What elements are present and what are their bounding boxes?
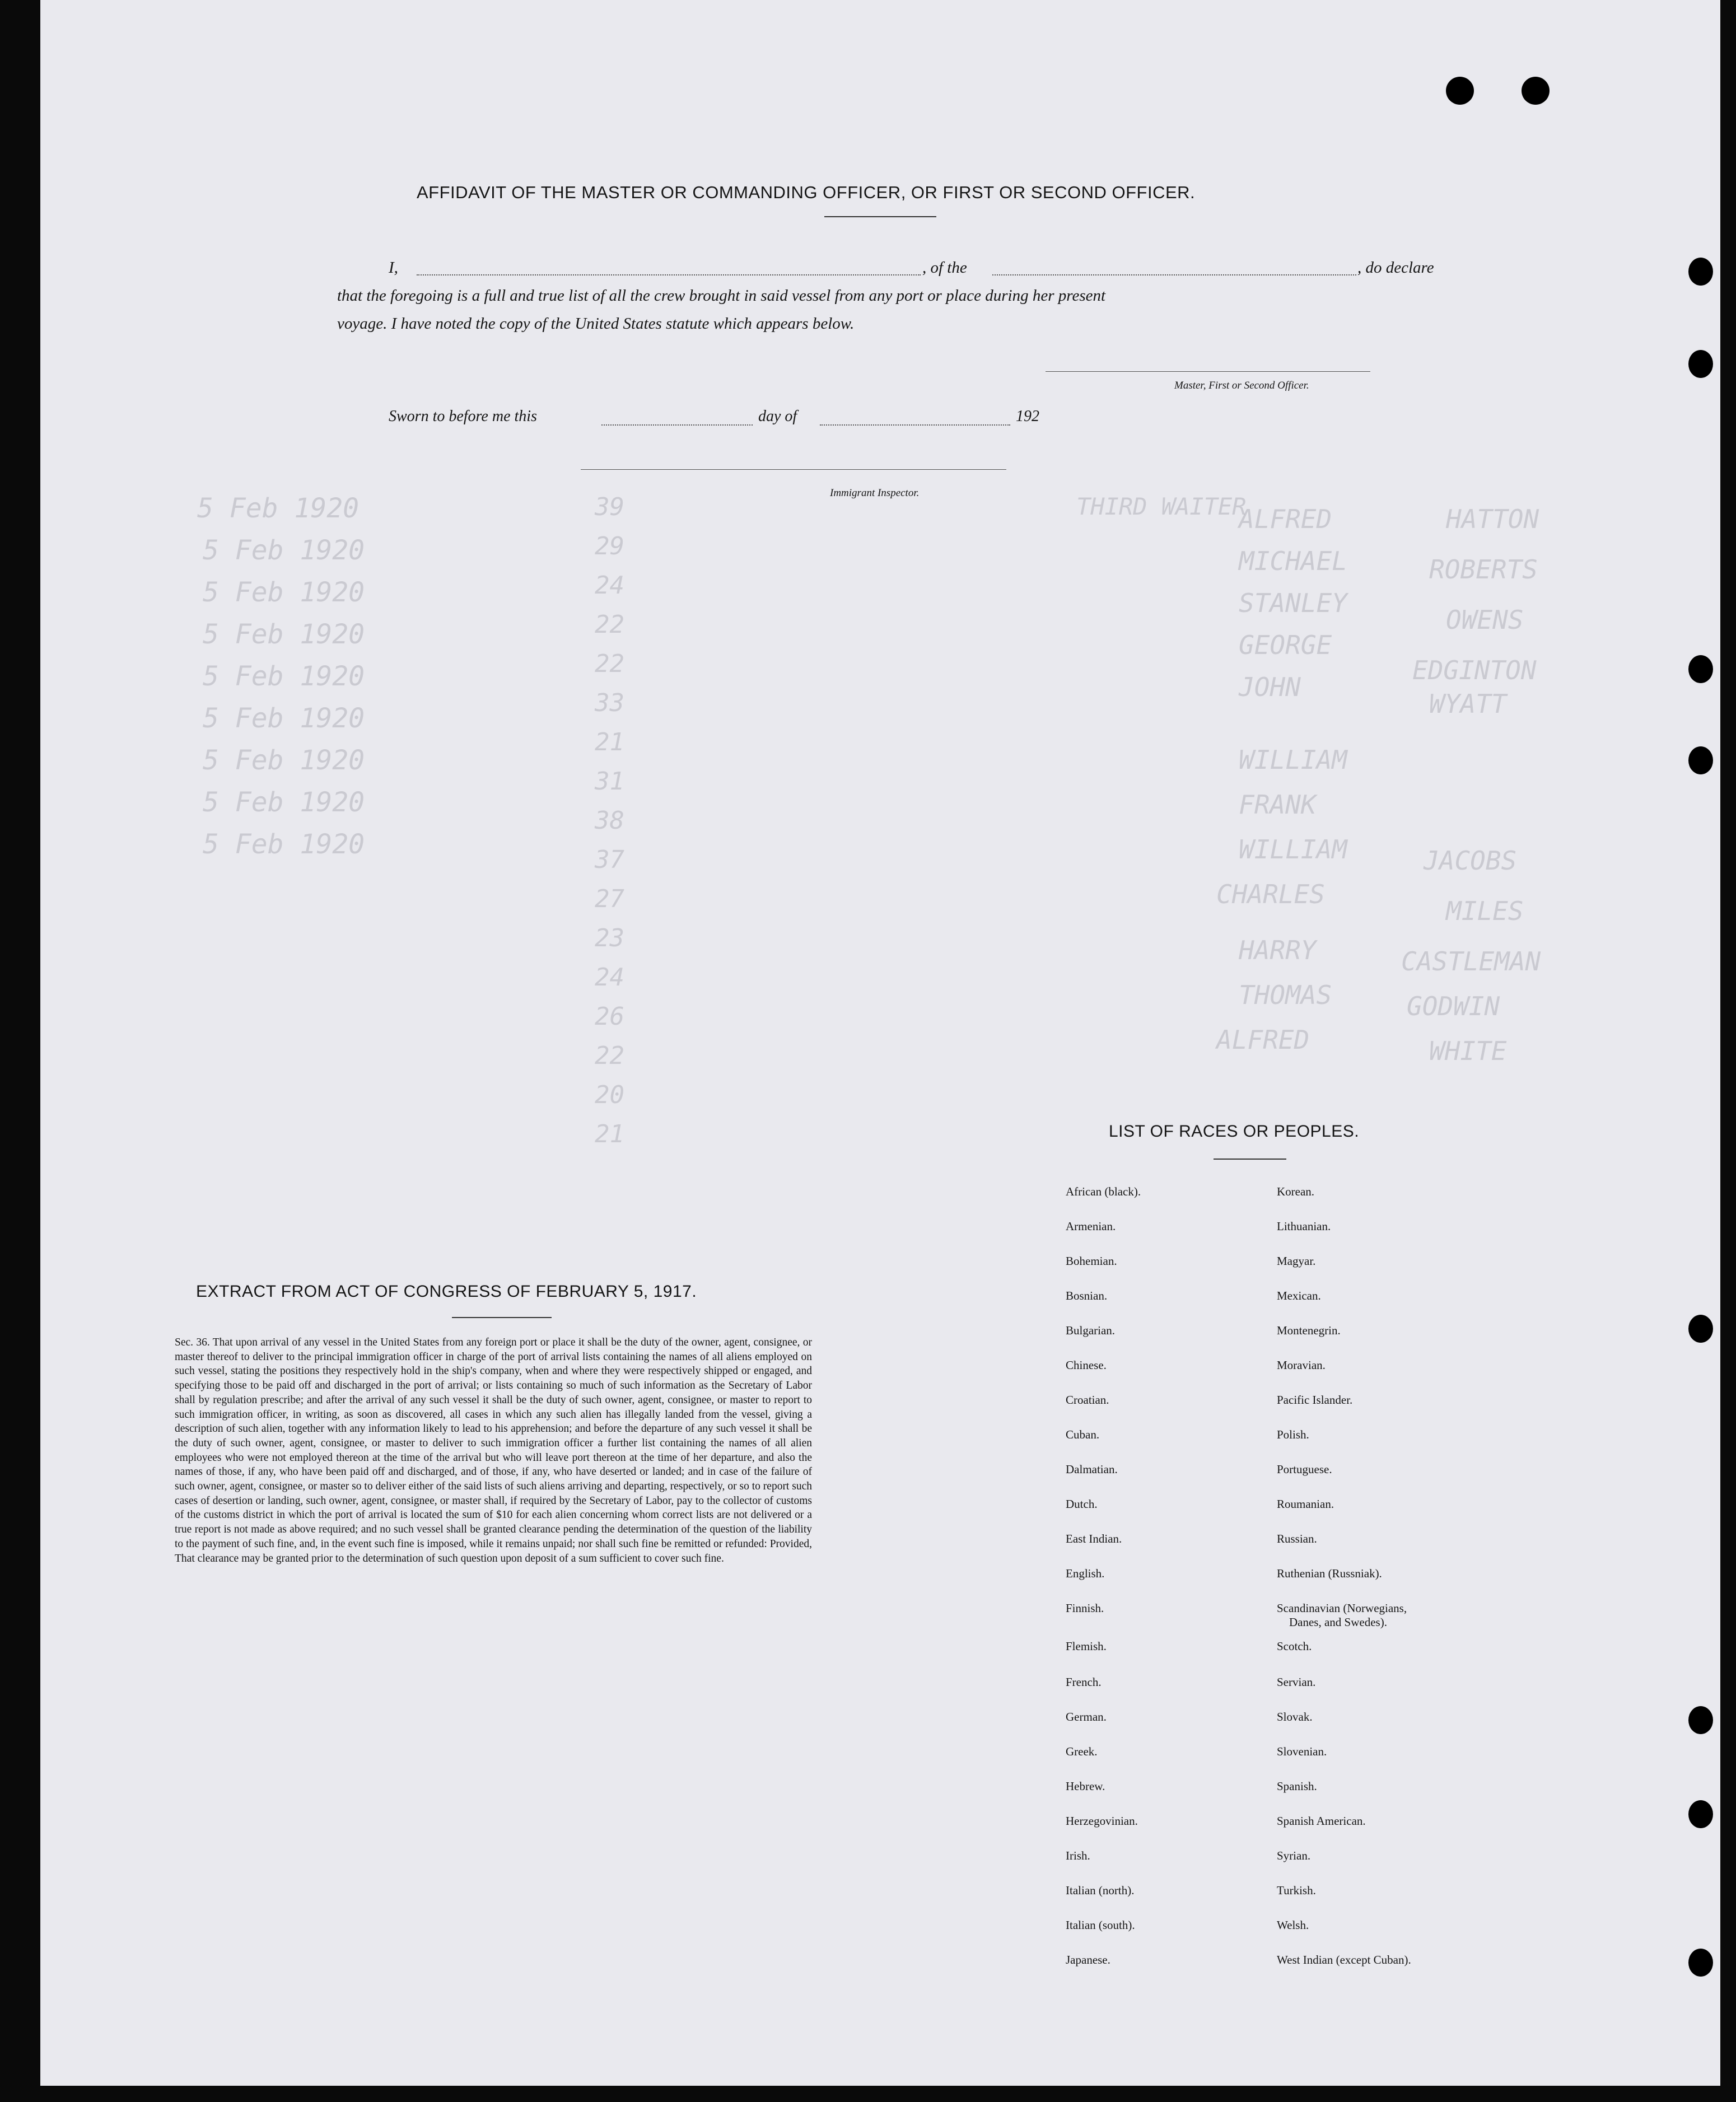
race-entry: Polish. [1277, 1428, 1309, 1441]
race-entry: Russian. [1277, 1532, 1317, 1545]
race-entry: Dutch. [1066, 1497, 1098, 1511]
race-entry: Welsh. [1277, 1918, 1309, 1932]
declaration-line-3: voyage. I have noted the copy of the United States statute which appears below. [337, 315, 855, 333]
race-entry: Portuguese. [1277, 1463, 1332, 1476]
race-entry: Korean. [1277, 1185, 1315, 1198]
race-entry: Roumanian. [1277, 1497, 1334, 1511]
race-entry: Italian (north). [1066, 1884, 1135, 1897]
punch-hole [1688, 1315, 1713, 1343]
race-entry: Hebrew. [1066, 1779, 1105, 1793]
race-entry: Turkish. [1277, 1884, 1316, 1897]
race-entry: Spanish. [1277, 1779, 1317, 1793]
races-title: LIST OF RACES OR PEOPLES. [1109, 1122, 1360, 1141]
race-entry: Greek. [1066, 1745, 1098, 1758]
bleed-through-rating: THIRD WAITER [1076, 493, 1247, 520]
sworn-text: Sworn to before me this [389, 408, 537, 425]
race-entry: Italian (south). [1066, 1918, 1135, 1932]
punch-hole [1688, 350, 1713, 378]
vessel-name-field[interactable] [992, 274, 1356, 275]
year-prefix-text: 192 [1016, 408, 1039, 425]
race-entry-line: Scandinavian (Norwegians, [1277, 1601, 1407, 1615]
race-entry: Ruthenian (Russniak). [1277, 1567, 1382, 1580]
race-entry: Irish. [1066, 1849, 1090, 1862]
race-entry: Dalmatian. [1066, 1463, 1118, 1476]
declarant-prefix: I, [389, 259, 398, 277]
punch-hole [1688, 1706, 1713, 1734]
affidavit-title-rule [824, 216, 936, 217]
race-entry: English. [1066, 1567, 1105, 1580]
race-entry: Japanese. [1066, 1953, 1110, 1966]
race-entry: Finnish. [1066, 1601, 1104, 1615]
master-signature-label: Master, First or Second Officer. [1174, 380, 1309, 391]
master-signature-line[interactable] [1046, 371, 1370, 372]
punch-hole [1688, 1949, 1713, 1977]
race-entry: Herzegovinian. [1066, 1814, 1138, 1828]
race-entry: Cuban. [1066, 1428, 1100, 1441]
race-entry: Slovenian. [1277, 1745, 1327, 1758]
race-entry: Bosnian. [1066, 1289, 1108, 1302]
race-entry: Chinese. [1066, 1358, 1107, 1372]
race-entry [1277, 1601, 1407, 1629]
race-entry: East Indian. [1066, 1532, 1122, 1545]
race-entry-continuation: Danes, and Swedes). [1289, 1615, 1387, 1629]
punch-hole [1688, 746, 1713, 774]
sworn-day-field[interactable] [601, 424, 753, 426]
punch-hole [1688, 258, 1713, 286]
race-entry: Scotch. [1277, 1639, 1312, 1653]
race-entry: African (black). [1066, 1185, 1141, 1198]
act-title: EXTRACT FROM ACT OF CONGRESS OF FEBRUARY 5, 1917. [196, 1282, 697, 1301]
race-entry: Lithuanian. [1277, 1220, 1331, 1233]
race-entry: West Indian (except Cuban). [1277, 1953, 1411, 1966]
race-entry: Spanish American. [1277, 1814, 1366, 1828]
race-entry: Armenian. [1066, 1220, 1116, 1233]
race-entry: Flemish. [1066, 1639, 1107, 1653]
sworn-month-field[interactable] [820, 424, 1010, 426]
document-page: 5 Feb 1920 5 Feb 1920 5 Feb 1920 5 Feb 1920 5 Feb 1920 5 Feb 1920 5 Feb 1920 5 Feb 1920 5 Feb 1920 39 29 24 22 22 33 21 31 38 37 27 23 24 26 22 20 21 THIRD WAITER ALFRED MICHAEL STANLEY GEORGE JOHN WILLIAM FRANK WILLIAM CHARLES HARRY THOMAS ALFRED HATTON ROBERTS OWENS EDGINTON WYATT JACOBS MILES CASTLEMAN GODWIN WHITE AFFIDAVIT OF THE MASTER OR COMMANDING OFFICER, OR FIRST OR SECOND OFFICER. I, , of the , do declare that the foregoing is a full and true list of all the crew brought in said vessel from any port or place during her present voyage. I have noted the copy of the United States statute which appears below. Master, First or Second Officer. Sworn to before me this day of 192 Immigrant Inspector. EXTRACT FROM ACT OF CONGRESS OF FEBRUARY 5, 1917. Sec. 36. That upon arrival of any vessel in the United States from any foreign port or place it shall be the duty of the owner, agent, consignee, or master thereof to deliver to the principal immigration officer in charge of the port of arrival lists containing the names of all aliens employed on such vessel, stating the positions they respectively hold in the ship's company, when and where they were respectively shipped or engaged, and specifying those to be paid off and discharged in the port of arrival; or lists containing so much of such information as the Secretary of Labor shall by regulation prescribe; and after the arrival of any such vessel it shall be the duty of such owner, agent, consignee, or master to report to such immigration officer, in writing, as soon as discovered, all cases in which any such alien has illegally landed from the vessel, giving a description of such alien, together with any information likely to lead to his apprehension; and before the departure of any such vessel it shall be the duty of such owner, agent, consignee, or master to deliver to such immigration officer a further list containing the names of all alien employees who were not employed thereon at the time of the arrival but who will leave port thereon at the time of her departure, and also the names of those, if any, who have been paid off and discharged, and of those, if any, who have deserted or landed; and in case of the failure of such owner, agent, consignee, or master so to deliver either of the said lists of such aliens arriving and departing, respectively, or so to report such cases of desertion or landing, such owner, agent, consignee, or master shall, if required by the Secretary of Labor, pay to the collector of customs of the customs district in which the port of arrival is located the sum of $10 for each alien concerning whom correct lists are not delivered or a true report is not made as above required; and no such vessel shall be granted clearance pending the determination of the question of the liability to the payment of such fine, and, in the event such fine is imposed, while it remains unpaid; nor shall such fine be remitted or refunded: Provided, That clearance may be granted prior to the determination of such question upon deposit of a sum sufficient to cover such fine. LIST OF RACES OR PEOPLES. African (black). Armenian. Bohemian. Bosnian. Bulgarian. Chinese. Croatian. Cuban. Dalmatian. Dutch. East Indian. English. Finnish. Flemish. French. German. Greek. Hebrew. Herzegovinian. Irish. Italian (north). Italian (south). Japanese. Korean. Lithuanian. Magyar. Mexican. Montenegrin. Moravian. Pacific Islander. Polish. Portuguese. Roumanian. Russian. Ruthenian (Russniak). Scandinavian (Norwegians, Danes, and Swedes). Scotch. Servian. Slovak. Slovenian. Spanish. Spanish American. Syrian. Turkish. Welsh. West Indian (except Cuban). [40, 0, 1720, 2086]
race-entry: Syrian. [1277, 1849, 1311, 1862]
punch-hole [1522, 77, 1550, 105]
punch-hole [1446, 77, 1474, 105]
race-entry: Magyar. [1277, 1254, 1316, 1268]
day-of-text: day of [758, 408, 797, 425]
act-title-rule [452, 1317, 552, 1318]
race-entry: Moravian. [1277, 1358, 1326, 1372]
declaration-line-2: that the foregoing is a full and true list of all the crew brought in said vessel from any port or place during her present [337, 287, 1106, 305]
races-title-rule [1214, 1159, 1286, 1160]
act-section-36-text: Sec. 36. That upon arrival of any vessel in the United States from any foreign port or place it shall be the duty of the owner, agent, consignee, or master thereof to deliver to the principal immigration officer in charge of the port of arrival lists containing the names of all aliens employed on such vessel, stating the positions they respectively hold in the ship's company, when and where they were respectively shipped or engaged, and specifying those to be paid off and discharged in the port of arrival; or lists containing so much of such information as the Secretary of Labor shall by regulation prescribe; and after the arrival of any such vessel it shall be the duty of such owner, agent, consignee, or master to report to such immigration officer, in writing, as soon as discovered, all cases in which any such alien has illegally landed from the vessel, giving a description of such alien, together with any information likely to lead to his apprehension; and before the departure of any such vessel it shall be the duty of such owner, agent, consignee, or master to deliver to such immigration officer a further list containing the names of all alien employees who were not employed thereon at the time of the arrival but who will leave port thereon at the time of her departure, and also the names of those, if any, who have been paid off and discharged, and of those, if any, who have deserted or landed; and in case of the failure of such owner, agent, consignee, or master so to deliver either of the said lists of such aliens arriving and departing, respectively, or so to report such cases of desertion or landing, such owner, agent, consignee, or master shall, if required by the Secretary of Labor, pay to the collector of customs of the customs district in which the port of arrival is located the sum of $10 for each alien concerning whom correct lists are not delivered or a true report is not made as above required; and no such vessel shall be granted clearance pending the determination of the question of the liability to the payment of such fine, and, in the event such fine is imposed, while it remains unpaid; nor shall such fine be remitted or refunded: Provided, That clearance may be granted prior to the determination of such question upon deposit of a sum sufficient to cover such fine. [175, 1337, 812, 1564]
race-entry: Bulgarian. [1066, 1324, 1116, 1337]
race-entry: Bohemian. [1066, 1254, 1117, 1268]
race-entry: Pacific Islander. [1277, 1393, 1353, 1407]
punch-hole [1688, 655, 1713, 683]
race-entry: Croatian. [1066, 1393, 1109, 1407]
race-entry: Slovak. [1277, 1710, 1313, 1723]
affidavit-title: AFFIDAVIT OF THE MASTER OR COMMANDING OFFICER, OR FIRST OR SECOND OFFICER. [417, 183, 1196, 202]
race-entry: Servian. [1277, 1675, 1316, 1689]
of-the-text: , of the [922, 259, 967, 277]
inspector-signature-line[interactable] [581, 469, 1006, 470]
punch-hole [1688, 1800, 1713, 1828]
inspector-signature-label: Immigrant Inspector. [830, 487, 920, 499]
declarant-name-field[interactable] [417, 274, 921, 275]
race-entry: Mexican. [1277, 1289, 1321, 1302]
race-entry: Montenegrin. [1277, 1324, 1341, 1337]
race-entry: German. [1066, 1710, 1107, 1723]
race-entry: French. [1066, 1675, 1102, 1689]
do-declare-text: , do declare [1357, 259, 1434, 277]
